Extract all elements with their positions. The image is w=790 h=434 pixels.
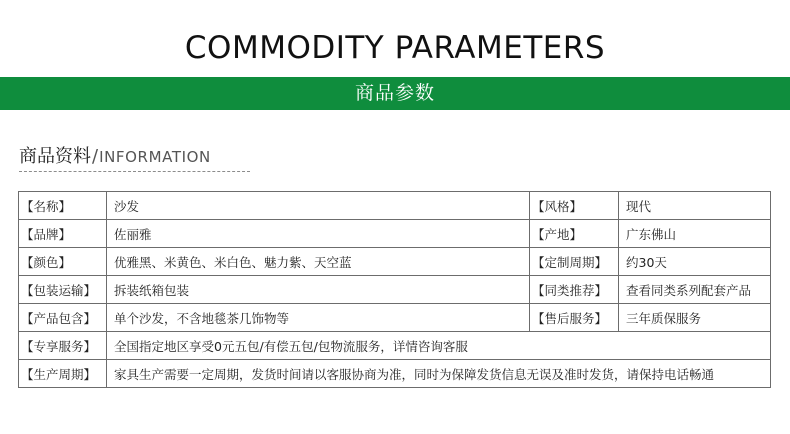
section-heading — [19, 143, 211, 171]
param-label: 【同类推荐】 — [530, 276, 619, 304]
param-value: 单个沙发，不含地毯茶几饰物等 — [107, 304, 530, 332]
param-label: 【产品包含】 — [19, 304, 107, 332]
section-heading-en: INFORMATION — [99, 148, 211, 166]
section-heading-cn: 商品资料 — [19, 146, 91, 167]
param-value: 现代 — [619, 192, 771, 220]
param-value: 查看同类系列配套产品 — [619, 276, 771, 304]
param-label: 【专享服务】 — [19, 332, 107, 360]
param-label: 【生产周期】 — [19, 360, 107, 388]
param-value: 全国指定地区享受0元五包/有偿五包/包物流服务，详情咨询客服 — [107, 332, 771, 360]
param-value: 佐丽雅 — [107, 220, 530, 248]
param-label: 【名称】 — [19, 192, 107, 220]
table-row — [19, 220, 771, 248]
param-value: 广东佛山 — [619, 220, 771, 248]
banner-title: 商品参数 — [354, 82, 435, 104]
param-value: 沙发 — [107, 192, 530, 220]
param-label: 【品牌】 — [19, 220, 107, 248]
table-row — [19, 192, 771, 220]
param-label: 【产地】 — [530, 220, 619, 248]
param-label: 【包装运输】 — [19, 276, 107, 304]
param-label: 【颜色】 — [19, 248, 107, 276]
param-label: 【售后服务】 — [530, 304, 619, 332]
table-row — [19, 248, 771, 276]
section-banner — [0, 77, 790, 110]
param-value: 家具生产需要一定周期，发货时间请以客服协商为准，同时为保障发货信息无误及准时发货，请保持电话畅通 — [107, 360, 771, 388]
param-value: 约30天 — [619, 248, 771, 276]
parameters-table — [18, 191, 771, 388]
param-value: 三年质保服务 — [619, 304, 771, 332]
param-label: 【定制周期】 — [530, 248, 619, 276]
page-title: COMMODITY PARAMETERS — [184, 30, 606, 66]
table-row — [19, 304, 771, 332]
param-value: 优雅黑、米黄色、米白色、魅力紫、天空蓝 — [107, 248, 530, 276]
section-heading-slash: / — [92, 146, 99, 167]
table-row — [19, 332, 771, 360]
param-value: 拆装纸箱包装 — [107, 276, 530, 304]
dashed-divider — [19, 171, 250, 172]
table-row — [19, 276, 771, 304]
table-row — [19, 360, 771, 388]
param-label: 【风格】 — [530, 192, 619, 220]
